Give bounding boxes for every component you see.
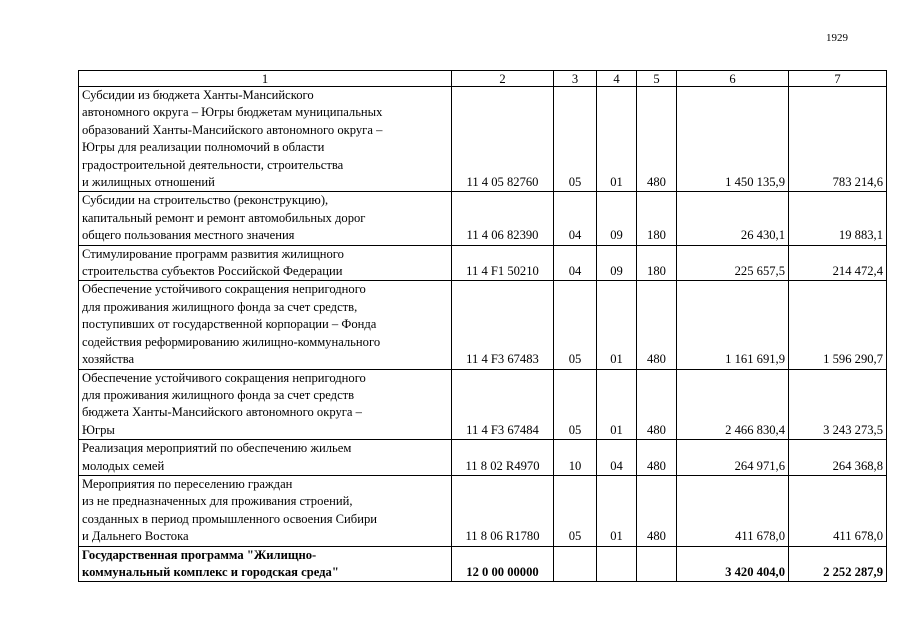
row-expense-type: 480 — [637, 440, 677, 476]
table-row — [79, 281, 887, 369]
row-amount-col6: 411 678,0 — [677, 475, 789, 546]
row-amount-col7: 264 368,8 — [789, 440, 887, 476]
row-target-code: 12 0 00 00000 — [452, 546, 554, 582]
row-subsection: 09 — [597, 192, 637, 245]
row-amount-col6: 3 420 404,0 — [677, 546, 789, 582]
row-target-code: 11 4 F3 67483 — [452, 281, 554, 369]
row-amount-col6: 2 466 830,4 — [677, 369, 789, 440]
row-expense-type: 480 — [637, 87, 677, 192]
row-amount-col7: 214 472,4 — [789, 245, 887, 281]
row-section: 10 — [554, 440, 597, 476]
row-subsection — [597, 546, 637, 582]
row-expense-type: 180 — [637, 245, 677, 281]
row-expense-type — [637, 546, 677, 582]
row-amount-col7: 3 243 273,5 — [789, 369, 887, 440]
row-subsection: 01 — [597, 369, 637, 440]
header-col-5: 5 — [637, 71, 677, 87]
row-name: Субсидии из бюджета Ханты-Мансийского автономного округа – Югры бюджетам муниципальных образований Ханты-Мансийского автономного округа – Югры для реализации полномочий в области градостроительной деятельности, строительства и жилищных отношений — [79, 87, 452, 192]
table-row — [79, 440, 887, 476]
table-row — [79, 475, 887, 546]
budget-table — [78, 70, 887, 582]
header-col-2: 2 — [452, 71, 554, 87]
row-amount-col6: 1 161 691,9 — [677, 281, 789, 369]
header-col-7: 7 — [789, 71, 887, 87]
row-amount-col7: 19 883,1 — [789, 192, 887, 245]
row-expense-type: 480 — [637, 281, 677, 369]
row-amount-col7: 1 596 290,7 — [789, 281, 887, 369]
row-section: 05 — [554, 369, 597, 440]
row-amount-col7: 2 252 287,9 — [789, 546, 887, 582]
row-expense-type: 180 — [637, 192, 677, 245]
row-section: 05 — [554, 281, 597, 369]
row-section: 05 — [554, 87, 597, 192]
row-section: 04 — [554, 245, 597, 281]
row-target-code: 11 8 06 R1780 — [452, 475, 554, 546]
table-row — [79, 192, 887, 245]
row-subsection: 01 — [597, 475, 637, 546]
header-col-6: 6 — [677, 71, 789, 87]
table-row — [79, 87, 887, 192]
row-name: Обеспечение устойчивого сокращения непригодного для проживания жилищного фонда за счет средств, поступивших от государственной корпорации – Фонда содействия реформированию жилищно-коммунального хозяйства — [79, 281, 452, 369]
header-col-3: 3 — [554, 71, 597, 87]
row-expense-type: 480 — [637, 475, 677, 546]
row-target-code: 11 4 F1 50210 — [452, 245, 554, 281]
row-subsection: 04 — [597, 440, 637, 476]
row-name: Мероприятия по переселению граждан из не предназначенных для проживания строений, созданных в период промышленного освоения Сибири и Дальнего Востока — [79, 475, 452, 546]
row-name: Государственная программа "Жилищно- коммунальный комплекс и городская среда" — [79, 546, 452, 582]
row-subsection: 09 — [597, 245, 637, 281]
row-name: Субсидии на строительство (реконструкцию), капитальный ремонт и ремонт автомобильных дорог общего пользования местного значения — [79, 192, 452, 245]
table-row — [79, 245, 887, 281]
row-expense-type: 480 — [637, 369, 677, 440]
table-header-row — [79, 71, 887, 87]
row-amount-col6: 1 450 135,9 — [677, 87, 789, 192]
row-amount-col7: 783 214,6 — [789, 87, 887, 192]
row-amount-col7: 411 678,0 — [789, 475, 887, 546]
row-amount-col6: 264 971,6 — [677, 440, 789, 476]
header-col-1: 1 — [79, 71, 452, 87]
header-col-4: 4 — [597, 71, 637, 87]
row-section: 04 — [554, 192, 597, 245]
row-target-code: 11 4 06 82390 — [452, 192, 554, 245]
row-subsection: 01 — [597, 281, 637, 369]
row-section: 05 — [554, 475, 597, 546]
row-name: Стимулирование программ развития жилищного строительства субъектов Российской Федерации — [79, 245, 452, 281]
row-subsection: 01 — [597, 87, 637, 192]
page-number: 1929 — [826, 32, 848, 44]
row-amount-col6: 26 430,1 — [677, 192, 789, 245]
row-target-code: 11 4 F3 67484 — [452, 369, 554, 440]
row-target-code: 11 8 02 R4970 — [452, 440, 554, 476]
row-name: Реализация мероприятий по обеспечению жильем молодых семей — [79, 440, 452, 476]
program-total-row — [79, 546, 887, 582]
row-amount-col6: 225 657,5 — [677, 245, 789, 281]
row-name: Обеспечение устойчивого сокращения непригодного для проживания жилищного фонда за счет средств бюджета Ханты-Мансийского автономного округа – Югры — [79, 369, 452, 440]
row-section — [554, 546, 597, 582]
row-target-code: 11 4 05 82760 — [452, 87, 554, 192]
table-row — [79, 369, 887, 440]
